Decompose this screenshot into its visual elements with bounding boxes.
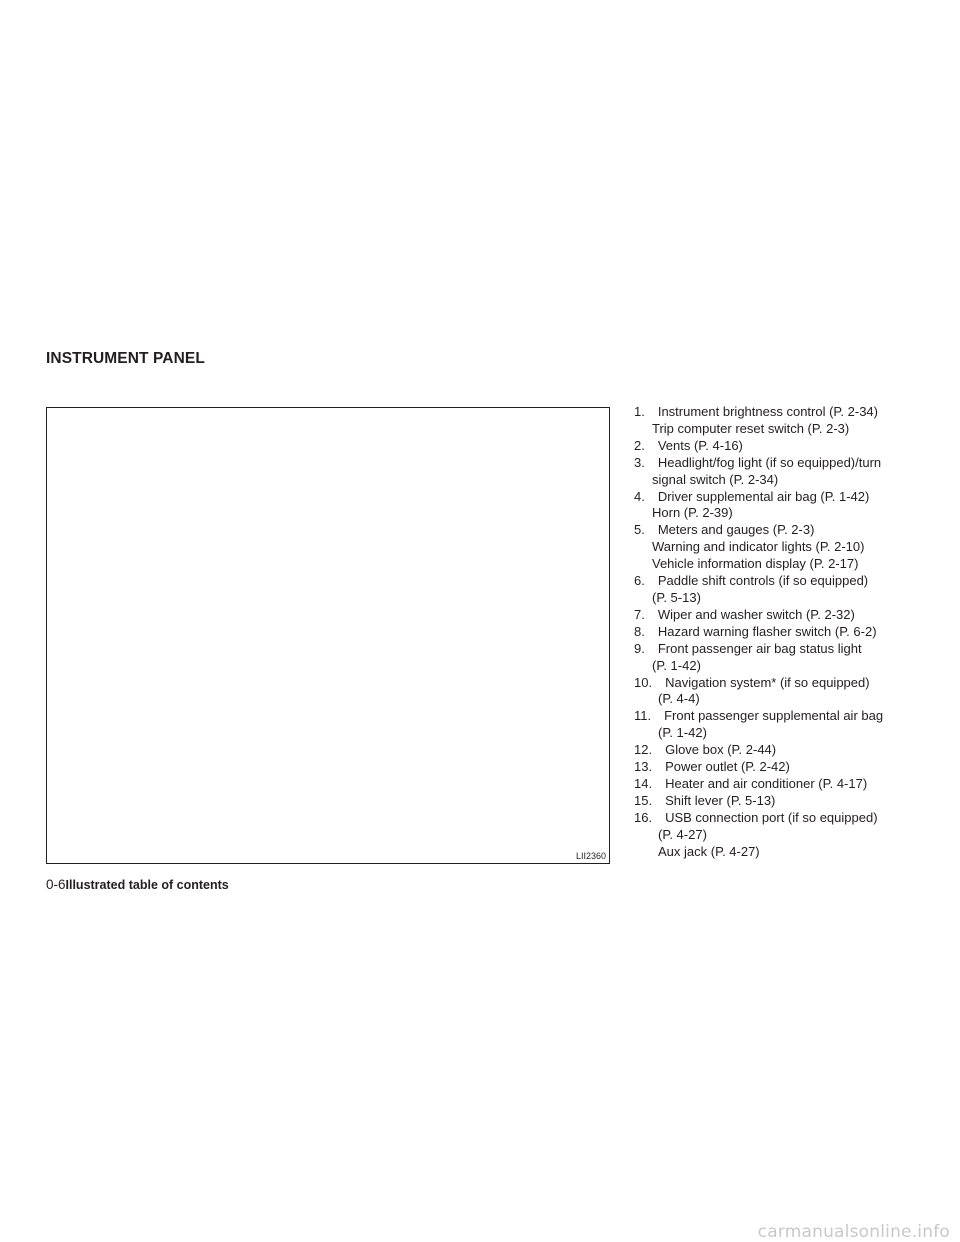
legend-item-text: Meters and gauges (P. 2-3) (657, 522, 815, 538)
legend-item (634, 793, 934, 810)
figure-code: LII2360 (575, 851, 606, 861)
legend-item-number: 7. (634, 606, 658, 622)
legend-item-number: 12. (634, 742, 666, 758)
legend-item-number: 13. (634, 759, 666, 775)
legend-item-continuation: (P. 4-27) (658, 826, 707, 842)
legend-item-continuation: (P. 5-13) (652, 589, 701, 605)
footer-title: Illustrated table of contents (65, 878, 229, 892)
legend-item-number: 16. (634, 809, 666, 825)
legend-item (634, 455, 934, 489)
legend-item-number: 9. (634, 640, 658, 656)
legend-item (634, 708, 934, 742)
legend-item-number: 11. (634, 708, 665, 724)
legend-item-continuation: (P. 4-4) (658, 691, 700, 707)
legend-item-text: Paddle shift controls (if so equipped) (657, 573, 869, 589)
legend-item (634, 759, 934, 776)
legend-item (634, 489, 934, 523)
legend-item-number: 5. (634, 522, 658, 538)
legend-item-continuation: (P. 1-42) (652, 657, 701, 673)
legend-item-number: 3. (634, 454, 658, 470)
legend-item-number: 4. (634, 488, 658, 504)
legend-item (634, 810, 934, 861)
legend-item-continuation: signal switch (P. 2-34) (652, 471, 779, 487)
legend-item-number: 15. (634, 792, 666, 808)
legend-list (634, 404, 934, 860)
legend-item-continuation: Warning and indicator lights (P. 2-10) (652, 539, 865, 555)
legend-item-continuation: Vehicle information display (P. 2-17) (652, 556, 859, 572)
legend-item (634, 776, 934, 793)
legend-item (634, 404, 934, 438)
page-footer (46, 877, 229, 892)
page-number: 0-6 (46, 877, 66, 892)
legend-item-text: Heater and air conditioner (P. 4-17) (665, 775, 868, 791)
legend-item-continuation: (P. 1-42) (658, 725, 707, 741)
legend-item-text: Driver supplemental air bag (P. 1-42) (657, 488, 870, 504)
legend-item-text: Wiper and washer switch (P. 2-32) (657, 606, 855, 622)
legend-item (634, 522, 934, 573)
legend-item (634, 675, 934, 709)
legend-item-text: Shift lever (P. 5-13) (665, 792, 776, 808)
legend-item-text: Headlight/fog light (if so equipped)/turn (657, 454, 882, 470)
section-title: INSTRUMENT PANEL (46, 350, 205, 367)
watermark: carmanualsonline.info (560, 1222, 960, 1242)
legend-item (634, 573, 934, 607)
legend-item-text: Front passenger supplemental air bag (664, 708, 884, 724)
legend-item-number: 10. (634, 674, 666, 690)
legend-item-number: 1. (634, 404, 658, 419)
legend-item-number: 14. (634, 775, 666, 791)
legend-item-text: Glove box (P. 2-44) (665, 742, 777, 758)
legend-item-number: 6. (634, 573, 658, 589)
legend-item-number: 2. (634, 437, 658, 453)
legend-item-number: 8. (634, 623, 658, 639)
legend-item-continuation: Horn (P. 2-39) (652, 505, 733, 521)
legend-item-continuation: Trip computer reset switch (P. 2-3) (652, 420, 850, 436)
legend-item-text: Vents (P. 4-16) (657, 437, 743, 453)
legend-item-text: Front passenger air bag status light (657, 640, 862, 656)
legend-item-text: Instrument brightness control (P. 2-34) (657, 404, 878, 419)
legend-item-text: USB connection port (if so equipped) (665, 809, 878, 825)
legend-item (634, 607, 934, 624)
legend-item-text: Navigation system* (if so equipped) (665, 674, 870, 690)
legend-item (634, 438, 934, 455)
legend-item-text: Power outlet (P. 2-42) (665, 759, 790, 775)
legend-item (634, 624, 934, 641)
legend-item-continuation: Aux jack (P. 4-27) (658, 843, 760, 859)
legend-item-text: Hazard warning flasher switch (P. 6-2) (657, 623, 877, 639)
legend-item (634, 742, 934, 759)
instrument-panel-illustration (46, 407, 610, 864)
legend-item (634, 641, 934, 675)
